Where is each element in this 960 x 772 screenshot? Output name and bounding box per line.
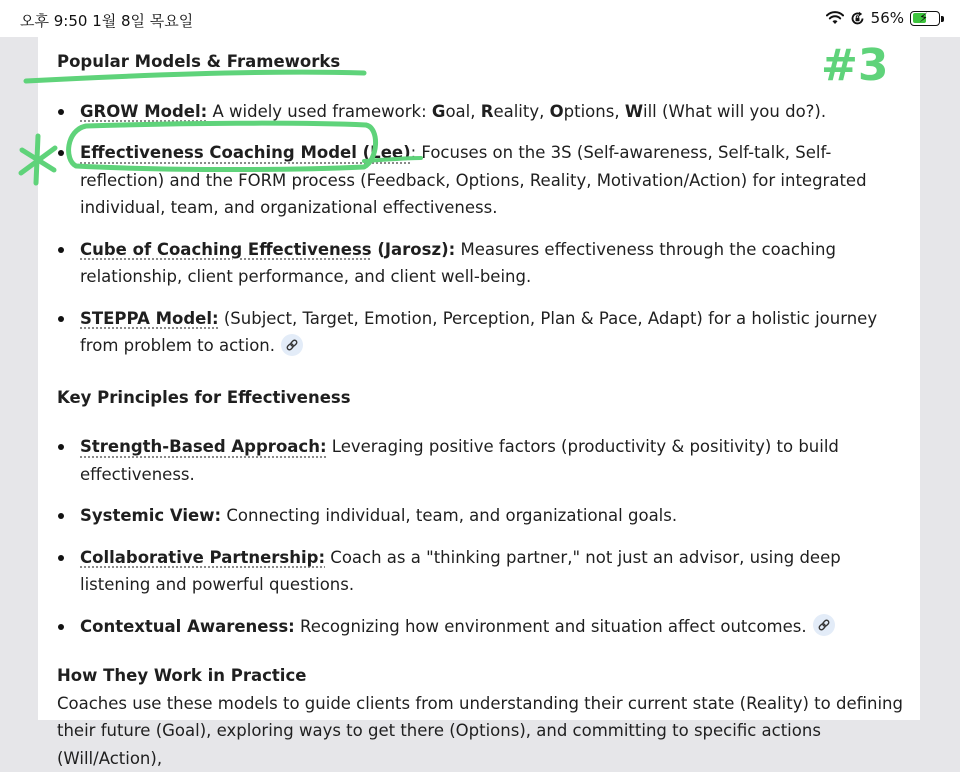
link-icon [281,334,303,356]
status-time: 오후 9:50 1월 8일 목요일 [20,10,193,31]
grow-o: O [550,102,564,121]
effectiveness-text: : Focuses on the 3S (Self-awareness, Self-talk, Self-reflection) and the FORM process (Feedback, Options, Reality, Motivation/Action) for integrated individual, team, and organizational effectiveness. [80,143,867,217]
grow-text-3: eality, [493,102,549,121]
battery-percent: 56% [871,9,904,27]
grow-text-2: oal, [445,102,480,121]
grow-r: R [481,102,494,121]
contextual-term: Contextual Awareness: [80,617,295,636]
status-right [826,9,940,27]
document-content [57,37,907,772]
orientation-lock-icon [850,11,865,26]
citation-link-button[interactable] [813,614,835,636]
systemic-term: Systemic View: [80,506,221,525]
systemic-text: Connecting individual, team, and organizational goals. [221,506,677,525]
contextual-text: Recognizing how environment and situation affect outcomes. [295,617,807,636]
steppa-text: (Subject, Target, Emotion, Perception, Plan & Pace, Adapt) for a holistic journey from problem to action. [80,309,877,356]
cube-term[interactable]: Cube of Coaching Effectiveness [80,240,372,259]
document-sheet [38,37,920,720]
grow-g: G [432,102,446,121]
list-item-effectiveness [57,139,907,222]
list-item-grow [57,98,907,126]
cube-text: Measures effectiveness through the coaching relationship, client performance, and client well-being. [80,240,836,287]
list-item-strength [57,433,907,488]
list-item-contextual [57,613,907,641]
steppa-term[interactable]: STEPPA Model: [80,309,219,328]
list-item-cube [57,236,907,291]
grow-term[interactable]: GROW Model: [80,102,207,121]
practice-paragraph: Coaches use these models to guide clients from understanding their current state (Reality) to defining their future (Goal), exploring ways to get there (Options), and committing to specific actions (Will/Action), [57,690,907,772]
wifi-icon [826,11,844,25]
grow-text-4: ptions, [564,102,625,121]
collaborative-term[interactable]: Collaborative Partnership: [80,548,325,567]
grow-text-5: ill (What will you do?). [643,102,826,121]
list-item-collaborative [57,544,907,599]
models-list [57,98,907,360]
link-icon [813,614,835,636]
charging-bolt-icon: ⚡ [919,11,928,26]
principles-heading: Key Principles for Effectiveness [57,384,907,412]
cube-term-suffix: (Jarosz): [372,240,456,259]
list-item-steppa [57,305,907,360]
list-item-systemic [57,502,907,530]
models-heading: Popular Models & Frameworks [57,48,907,76]
battery-icon [910,11,940,26]
annotation-label: #3 [821,40,888,91]
grow-w: W [625,102,643,121]
effectiveness-term[interactable]: Effectiveness Coaching Model (Lee) [80,143,411,162]
strength-term[interactable]: Strength-Based Approach: [80,437,327,456]
grow-text-1: A widely used framework: [207,102,432,121]
practice-heading: How They Work in Practice [57,662,907,690]
principles-list [57,433,907,640]
collaborative-text: Coach as a "thinking partner," not just an advisor, using deep listening and powerful questions. [80,548,841,595]
strength-text: Leveraging positive factors (productivity & positivity) to build effectiveness. [80,437,839,484]
status-bar [0,0,960,37]
citation-link-button[interactable] [281,334,303,356]
